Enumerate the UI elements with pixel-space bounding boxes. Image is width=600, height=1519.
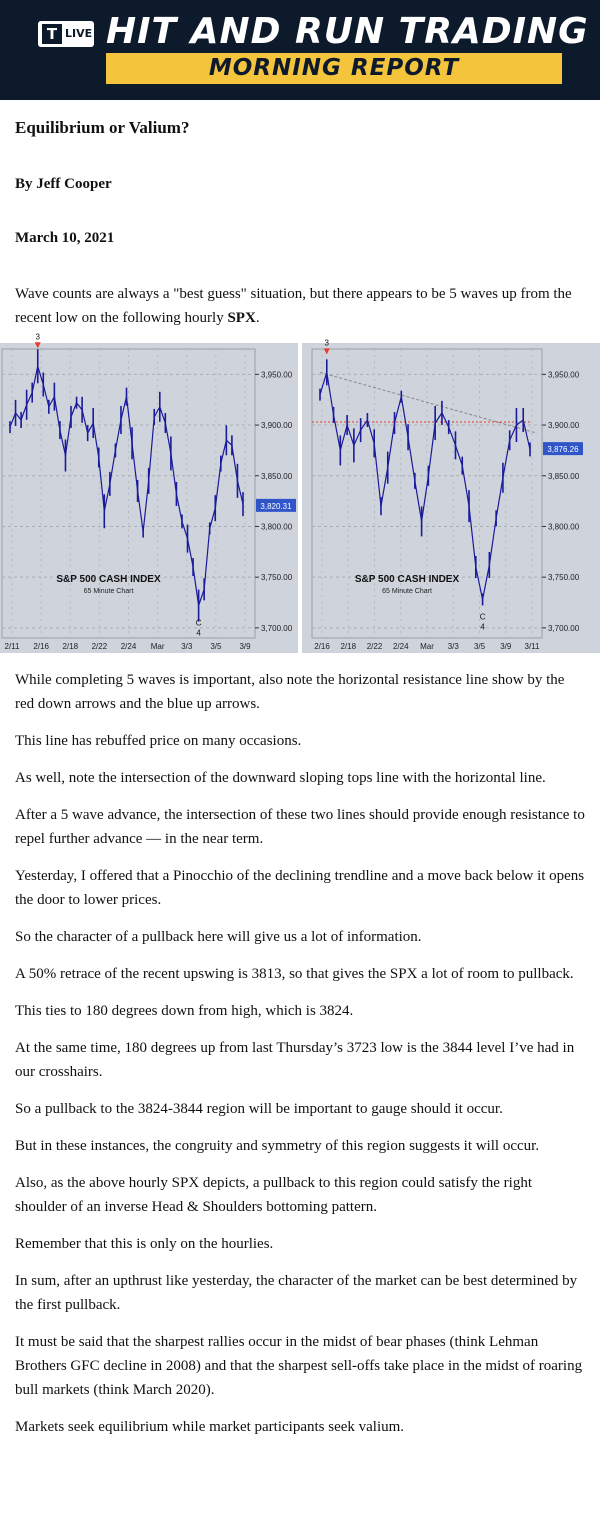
down-arrow-icon: [35, 342, 41, 348]
x-tick-label: 2/11: [4, 642, 20, 651]
morning-report-banner: MORNING REPORT: [106, 53, 562, 84]
body-paragraph: So the character of a pullback here will give us a lot of information.: [15, 929, 422, 945]
y-tick-label: 3,950.00: [261, 370, 293, 380]
y-tick-label: 3,750.00: [261, 573, 293, 583]
x-tick-label: 3/5: [210, 642, 222, 651]
x-tick-label: 2/16: [33, 642, 49, 651]
x-tick-label: 2/18: [340, 642, 357, 651]
report-header: [0, 0, 600, 100]
logo-live-label: LIVE: [65, 27, 93, 40]
spx-chart-right-svg: [302, 338, 600, 653]
body-paragraph: Also, as the above hourly SPX depicts, a pullback to this region could satisfy the right shoulder of an inverse Head & Shoulders bottoming pattern.: [15, 1175, 533, 1215]
chart-pair: [0, 332, 600, 653]
article-body: [15, 668, 585, 1452]
y-tick-label: 3,700.00: [261, 623, 293, 633]
x-tick-label: Mar: [420, 642, 434, 651]
body-paragraph: At the same time, 180 degrees up from last Thursday’s 3723 low is the 3844 level I’ve had in our crosshairs.: [15, 1040, 575, 1080]
wave-label: 4: [480, 622, 485, 632]
body-paragraph: This line has rebuffed price on many occasions.: [15, 733, 302, 749]
y-tick-label: 3,850.00: [548, 471, 580, 481]
chart-title: S&P 500 CASH INDEX: [56, 574, 161, 586]
x-tick-label: Mar: [150, 642, 165, 651]
body-paragraph: As well, note the intersection of the downward sloping tops line with the horizontal line.: [15, 770, 546, 786]
y-tick-label: 3,700.00: [548, 623, 580, 633]
y-tick-label: 3,900.00: [261, 421, 293, 431]
wave-label: C: [195, 618, 202, 628]
y-tick-label: 3,850.00: [261, 471, 293, 481]
article-title: Equilibrium or Valium?: [15, 118, 190, 137]
chart-subtitle: 65 Minute Chart: [382, 588, 432, 596]
x-tick-label: 3/3: [447, 642, 459, 651]
wave-label: 3: [35, 332, 40, 342]
x-tick-label: 2/24: [392, 642, 409, 651]
x-tick-label: 3/11: [524, 642, 540, 651]
intro-bold-spx: SPX: [227, 310, 256, 326]
body-paragraph: So a pullback to the 3824-3844 region will be important to gauge should it occur.: [15, 1101, 503, 1117]
body-paragraph: This ties to 180 degrees down from high, which is 3824.: [15, 1003, 354, 1019]
article-date: March 10, 2021: [15, 230, 115, 246]
x-tick-label: 2/18: [62, 642, 79, 651]
spx-chart-right: [302, 338, 600, 653]
y-tick-label: 3,800.00: [548, 522, 580, 532]
body-paragraph: Yesterday, I offered that a Pinocchio of the declining trendline and a move back below it opens the door to lower prices.: [15, 868, 585, 908]
body-paragraph: While completing 5 waves is important, also note the horizontal resistance line show by the red down arrows and the blue up arrows.: [15, 672, 565, 712]
intro-text: Wave counts are always a "best guess" situation, but there appears to be 5 waves up from the recent low on the following hourly: [15, 286, 572, 326]
body-paragraph: After a 5 wave advance, the intersection of these two lines should provide enough resistance to repel further advance — in the near term.: [15, 807, 585, 847]
x-tick-label: 3/9: [500, 642, 512, 651]
x-tick-label: 2/16: [314, 642, 330, 651]
spx-chart-left-svg: [0, 332, 298, 653]
intro-paragraph: [15, 282, 585, 330]
body-paragraph: Remember that this is only on the hourlies.: [15, 1236, 274, 1252]
y-tick-label: 3,950.00: [548, 370, 580, 380]
chart-subtitle: 65 Minute Chart: [83, 588, 134, 596]
logo-badge: [38, 21, 94, 47]
x-tick-label: 2/22: [91, 642, 108, 651]
brand-title: HIT AND RUN TRADING: [106, 11, 589, 52]
body-paragraph: But in these instances, the congruity and symmetry of this region suggests it will occur.: [15, 1138, 540, 1154]
y-tick-label: 3,750.00: [548, 573, 580, 583]
wave-label: 3: [324, 338, 330, 348]
x-tick-label: 2/24: [120, 642, 137, 651]
y-tick-label: 3,900.00: [548, 421, 580, 431]
article-byline: By Jeff Cooper: [15, 176, 112, 192]
x-tick-label: 3/3: [181, 642, 193, 651]
body-paragraph: In sum, after an upthrust like yesterday, the character of the market can be best determined by the first pullback.: [15, 1273, 578, 1313]
x-tick-label: 3/9: [239, 642, 251, 651]
body-paragraph: It must be said that the sharpest rallies occur in the midst of bear phases (think Lehman Brothers GFC decline in 2008) and that the sharpest sell-offs take place in the midst of roaring bull markets (think March 2020).: [15, 1334, 583, 1398]
x-tick-label: 3/5: [473, 642, 486, 651]
x-tick-label: 2/22: [366, 642, 383, 651]
body-paragraph: Markets seek equilibrium while market participants seek valium.: [15, 1419, 405, 1435]
intro-suffix: .: [255, 310, 260, 326]
last-price-label: 3,876.26: [547, 445, 579, 455]
wave-label: C: [479, 612, 486, 622]
wave-label: 4: [196, 628, 201, 638]
last-price-label: 3,820.31: [260, 501, 292, 511]
body-paragraph: A 50% retrace of the recent upswing is 3813, so that gives the SPX a lot of room to pullback.: [15, 966, 574, 982]
chart-title: S&P 500 CASH INDEX: [354, 574, 460, 586]
logo-t-icon: T: [42, 24, 62, 44]
spx-chart-left: [0, 332, 298, 653]
y-tick-label: 3,800.00: [261, 522, 293, 532]
